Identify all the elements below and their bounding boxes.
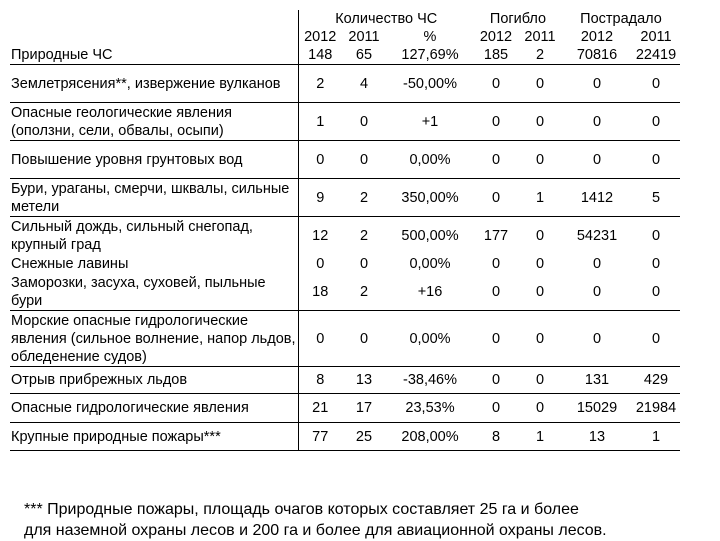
cell-injured-2011: 0 <box>632 217 680 255</box>
header-injured-group: Пострадало <box>580 11 662 27</box>
totals-row <box>10 46 680 65</box>
cell-dead-2011: 0 <box>535 283 545 300</box>
cell-dead-2011: 0 <box>518 103 562 141</box>
cell-count-2011: 17 <box>342 394 386 423</box>
cell-dead-2012: 0 <box>474 394 518 423</box>
cell-percent: +1 <box>386 103 474 141</box>
data-rows <box>10 65 680 451</box>
cell-count-2011: 0 <box>359 256 369 272</box>
row-label: Заморозки, засуха, суховей, пыльные бури <box>10 274 298 311</box>
cell-count-2012: 18 <box>312 283 329 300</box>
cell-dead-2012: 0 <box>474 367 518 394</box>
cell-dead-2012: 8 <box>474 423 518 451</box>
cell-injured-2012: 1412 <box>562 179 632 217</box>
cell-injured-2011: 0 <box>632 103 680 141</box>
table-row <box>10 141 680 179</box>
header-empty-cell <box>10 28 298 46</box>
totals-dead-2011: 2 <box>535 47 545 63</box>
cell-dead-2011: 0 <box>518 65 562 103</box>
cell-dead-2011: 0 <box>518 311 562 367</box>
cell-dead-2011: 0 <box>518 394 562 423</box>
cell-injured-2012: 0 <box>562 103 632 141</box>
header-injured-2012: 2012 <box>580 29 614 45</box>
cell-injured-2012: 0 <box>592 256 602 272</box>
header-dead-2011: 2011 <box>524 29 556 45</box>
cell-injured-2012: 15029 <box>562 394 632 423</box>
cell-percent: 350,00% <box>386 179 474 217</box>
row-label: Морские опасные гидрологические явления (сильное волнение, напор льдов, обледенение судов) <box>10 311 298 367</box>
cell-injured-2012: 0 <box>562 65 632 103</box>
table-row <box>10 179 680 217</box>
row-label: Отрыв прибрежных льдов <box>10 367 298 394</box>
footnote-line-1: *** Природные пожары, площадь очагов которых составляет 25 га и более <box>24 501 579 518</box>
table-row <box>10 103 680 141</box>
cell-injured-2011: 21984 <box>632 394 680 423</box>
header-dead-group: Погибло <box>489 11 547 27</box>
cell-count-2012: 8 <box>298 367 342 394</box>
cell-count-2012: 9 <box>298 179 342 217</box>
table-row <box>10 311 680 367</box>
totals-count-2012: 148 <box>308 47 333 63</box>
cell-dead-2011: 0 <box>518 367 562 394</box>
cell-dead-2012: 0 <box>474 103 518 141</box>
cell-count-2012: 21 <box>298 394 342 423</box>
header-row-groups <box>10 10 680 28</box>
cell-count-2012: 0 <box>298 311 342 367</box>
cell-percent: -38,46% <box>386 367 474 394</box>
header-percent: % <box>423 29 437 45</box>
cell-percent: 23,53% <box>386 394 474 423</box>
cell-count-2011: 4 <box>342 65 386 103</box>
cell-dead-2011: 1 <box>518 423 562 451</box>
cell-count-2012: 12 <box>298 217 342 255</box>
table-row <box>10 217 680 255</box>
cell-count-2011: 25 <box>342 423 386 451</box>
totals-count-2011: 65 <box>355 47 373 63</box>
cell-dead-2012: 0 <box>474 141 518 179</box>
cell-dead-2011: 0 <box>518 217 562 255</box>
table-row <box>10 65 680 103</box>
cell-percent: 0,00% <box>386 311 474 367</box>
row-label: Крупные природные пожары*** <box>10 423 298 451</box>
cell-injured-2012: 0 <box>562 141 632 179</box>
footnote <box>24 499 607 541</box>
cell-injured-2011: 429 <box>632 367 680 394</box>
cell-percent: +16 <box>417 283 443 300</box>
row-label: Опасные гидрологические явления <box>10 394 298 423</box>
cell-dead-2012: 0 <box>491 256 501 272</box>
cell-count-2011: 0 <box>342 141 386 179</box>
cell-dead-2011: 0 <box>518 141 562 179</box>
table-row <box>10 394 680 423</box>
cell-injured-2011: 0 <box>651 256 661 272</box>
row-label: Землетрясения**, извержение вулканов <box>10 65 298 103</box>
cell-count-2011: 0 <box>342 103 386 141</box>
cell-dead-2011: 1 <box>518 179 562 217</box>
cell-count-2011: 2 <box>342 217 386 255</box>
row-label: Снежные лавины <box>10 255 298 274</box>
cell-dead-2012: 177 <box>474 217 518 255</box>
table-row <box>10 367 680 394</box>
header-empty-cell <box>10 10 298 28</box>
cell-count-2012: 77 <box>298 423 342 451</box>
cell-count-2012: 0 <box>298 141 342 179</box>
cell-injured-2012: 131 <box>562 367 632 394</box>
totals-label: Природные ЧС <box>10 46 298 65</box>
cell-count-2011: 0 <box>342 311 386 367</box>
table-row <box>10 255 680 274</box>
cell-injured-2011: 0 <box>632 311 680 367</box>
emergency-stats-table <box>10 10 680 451</box>
cell-injured-2011: 1 <box>632 423 680 451</box>
cell-count-2011: 2 <box>342 179 386 217</box>
cell-count-2011: 13 <box>342 367 386 394</box>
cell-injured-2011: 5 <box>632 179 680 217</box>
cell-injured-2011: 0 <box>632 65 680 103</box>
cell-percent: 208,00% <box>386 423 474 451</box>
totals-percent: 127,69% <box>401 47 459 63</box>
cell-percent: 0,00% <box>386 141 474 179</box>
table-row <box>10 274 680 311</box>
cell-percent: 500,00% <box>386 217 474 255</box>
row-label: Бури, ураганы, смерчи, шквалы, сильные метели <box>10 179 298 217</box>
header-count-2011: 2011 <box>348 29 380 45</box>
cell-percent: -50,00% <box>386 65 474 103</box>
cell-injured-2011: 0 <box>651 283 661 300</box>
cell-percent: 0,00% <box>409 256 451 272</box>
header-row-years <box>10 28 680 46</box>
cell-count-2011: 2 <box>359 283 369 300</box>
cell-injured-2012: 54231 <box>562 217 632 255</box>
cell-dead-2011: 0 <box>535 256 545 272</box>
cell-count-2012: 0 <box>316 256 325 272</box>
header-count-2012: 2012 <box>304 29 337 45</box>
header-count-group: Количество ЧС <box>335 11 438 27</box>
cell-dead-2012: 0 <box>491 283 501 300</box>
cell-injured-2011: 0 <box>632 141 680 179</box>
cell-dead-2012: 0 <box>474 179 518 217</box>
cell-injured-2012: 13 <box>562 423 632 451</box>
cell-dead-2012: 0 <box>474 311 518 367</box>
cell-injured-2012: 0 <box>592 283 602 300</box>
cell-dead-2012: 0 <box>474 65 518 103</box>
totals-dead-2012: 185 <box>483 47 509 63</box>
table-row <box>10 423 680 451</box>
totals-injured-2011: 22419 <box>635 47 677 63</box>
header-dead-2012: 2012 <box>479 29 513 45</box>
row-label: Повышение уровня грунтовых вод <box>10 141 298 179</box>
cell-count-2012: 1 <box>298 103 342 141</box>
row-label: Сильный дождь, сильный снегопад, крупный град <box>10 217 298 255</box>
footnote-line-2: для наземной охраны лесов и 200 га и более для авиационной охраны лесов. <box>24 522 607 539</box>
header-injured-2011: 2011 <box>640 29 672 45</box>
cell-injured-2012: 0 <box>562 311 632 367</box>
row-label: Опасные геологические явления (оползни, сели, обвалы, осыпи) <box>10 103 298 141</box>
cell-count-2012: 2 <box>298 65 342 103</box>
totals-injured-2012: 70816 <box>576 47 618 63</box>
